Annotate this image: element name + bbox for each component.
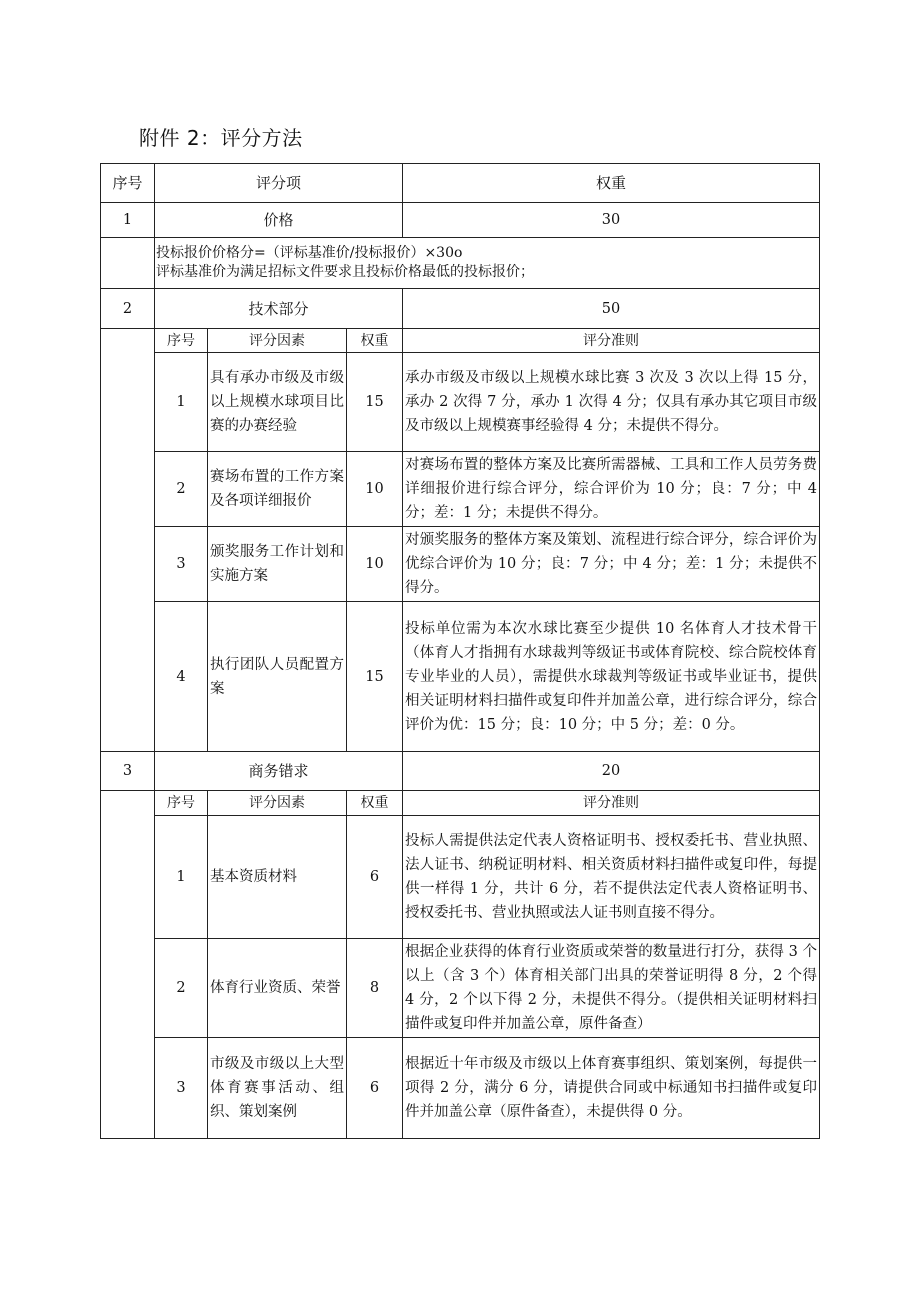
sub-header-no: 序号 [155,791,208,816]
sub-header-row [101,791,820,816]
section-no: 2 [101,289,155,329]
row-weight: 15 [347,602,403,752]
page-title: 附件 2：评分方法 [139,126,303,150]
row-weight: 6 [347,816,403,939]
table-header-row [101,164,820,203]
price-note: 评标基准价为满足招标文件要求且投标价格最低的投标报价； [156,264,534,280]
table-row [101,939,820,1038]
row-criteria: 对颁奖服务的整体方案及策划、流程进行综合评分，综合评价为优综合评价为 10 分；良：7 分；中 4 分；差：1 分；未提供不得分。 [403,527,820,602]
row-factor: 体育行业资质、荣誉 [208,939,347,1038]
row-criteria: 承办市级及市级以上规模水球比赛 3 次及 3 次以上得 15 分，承办 2 次得 7 分，承办 1 次得 4 分；仅具有承办其它项目市级及市级以上规模赛事经验得 4 分；未提供不得分。 [403,353,820,452]
table-row [101,452,820,527]
row-criteria: 根据近十年市级及市级以上体育赛事组织、策划案例，每提供一项得 2 分，满分 6 分，请提供合同或中标通知书扫描件或复印件并加盖公章（原件备查），未提供得 0 分。 [403,1038,820,1139]
row-no: 1 [155,816,208,939]
section-weight: 50 [403,289,820,329]
row-criteria: 投标人需提供法定代表人资格证明书、授权委托书、营业执照、法人证书、纳税证明材料、相关资质材料扫描件或复印件，每提供一样得 1 分，共计 6 分，若不提供法定代表人资格证明书、授权委托书、营业执照或法人证书则直接不得分。 [403,816,820,939]
sub-header-weight: 权重 [347,791,403,816]
row-criteria: 根据企业获得的体育行业资质或荣誉的数量进行打分，获得 3 个以上（含 3 个）体育相关部门出具的荣誉证明得 8 分，2 个得 4 分，2 个以下得 2 分，未提供不得分。（提供相关证明材料扫描件或复印件并加盖公章，原件备查） [403,939,820,1038]
table-row [101,527,820,602]
section-weight: 30 [403,203,820,238]
section-no: 3 [101,752,155,791]
row-weight: 10 [347,452,403,527]
price-note: 投标报价价格分=（评标基准价/投标报价）×30o [156,245,463,261]
price-notes [155,238,820,289]
row-weight: 6 [347,1038,403,1139]
table-row [101,1038,820,1139]
row-factor: 市级及市级以上大型体育赛事活动、组织、策划案例 [208,1038,347,1139]
section-name: 技术部分 [155,289,403,329]
section-name: 价格 [155,203,403,238]
row-weight: 10 [347,527,403,602]
table-row [101,816,820,939]
sub-header-weight: 权重 [347,329,403,353]
row-no: 3 [155,1038,208,1139]
scoring-table [100,163,820,1139]
row-criteria: 对赛场布置的整体方案及比赛所需器械、工具和工作人员劳务费详细报价进行综合评分，综合评价为 10 分；良：7 分；中 4 分；差：1 分；未提供不得分。 [403,452,820,527]
header-item: 评分项 [155,164,403,203]
row-weight: 15 [347,353,403,452]
section-name: 商务错求 [155,752,403,791]
row-factor: 颁奖服务工作计划和实施方案 [208,527,347,602]
header-no: 序号 [101,164,155,203]
row-weight: 8 [347,939,403,1038]
row-no: 2 [155,939,208,1038]
section-row-business [101,752,820,791]
row-no: 1 [155,353,208,452]
row-no: 3 [155,527,208,602]
section-weight: 20 [403,752,820,791]
sub-header-criteria: 评分准则 [403,329,820,353]
row-no: 4 [155,602,208,752]
header-weight: 权重 [403,164,820,203]
sub-header-row [101,329,820,353]
row-no: 2 [155,452,208,527]
section-row-price [101,203,820,238]
section-no: 1 [101,203,155,238]
price-notes-row [101,238,820,289]
table-row [101,602,820,752]
sub-header-factor: 评分因素 [208,791,347,816]
sub-header-factor: 评分因素 [208,329,347,353]
row-factor: 执行团队人员配置方案 [208,602,347,752]
row-factor: 基本资质材料 [208,816,347,939]
table-row [101,353,820,452]
row-criteria: 投标单位需为本次水球比赛至少提供 10 名体育人才技术骨干（体育人才指拥有水球裁判等级证书或体育院校、综合院校体育专业毕业的人员），需提供水球裁判等级证书或毕业证书，提供相关证明材料扫描件或复印件并加盖公章，进行综合评分，综合评价为优：15 分；良：10 分；中 5 分；差：0 分。 [403,602,820,752]
row-factor: 具有承办市级及市级以上规模水球项目比赛的办赛经验 [208,353,347,452]
row-factor: 赛场布置的工作方案及各项详细报价 [208,452,347,527]
section-row-technical [101,289,820,329]
sub-header-criteria: 评分准则 [403,791,820,816]
sub-header-no: 序号 [155,329,208,353]
